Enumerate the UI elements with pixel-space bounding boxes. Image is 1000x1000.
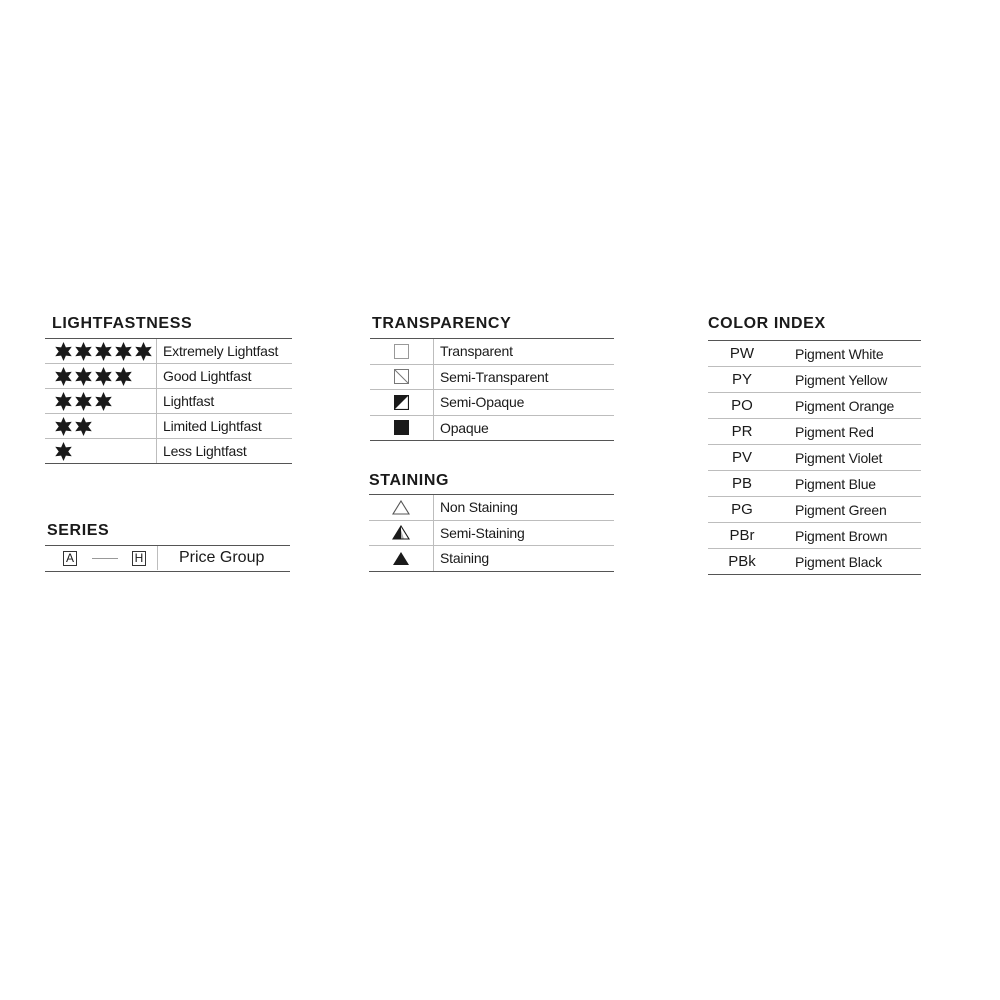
- lightfastness-heading: LIGHTFASTNESS: [52, 315, 193, 332]
- star-icon: [74, 367, 93, 386]
- pigment-name: Pigment Blue: [795, 475, 876, 492]
- lightfastness-table: [45, 339, 292, 465]
- empty-square-icon: [394, 344, 409, 359]
- stars-rating: [45, 389, 157, 413]
- transparency-label: Opaque: [440, 419, 489, 436]
- lightfastness-row: [45, 364, 292, 389]
- lightfastness-label: Good Lightfast: [163, 368, 252, 384]
- transparency-table: [370, 339, 614, 441]
- pigment-code: PY: [731, 371, 752, 388]
- transparency-symbol: [370, 416, 434, 441]
- star-icon: [114, 367, 133, 386]
- lightfastness-label: Limited Lightfast: [163, 418, 262, 434]
- half-filled-triangle-icon: [392, 525, 410, 540]
- pigment-name: Pigment Brown: [795, 527, 888, 544]
- series-range: [45, 546, 158, 570]
- transparency-row: [370, 390, 614, 416]
- pigment-name: Pigment Black: [795, 553, 882, 570]
- lightfastness-label: Less Lightfast: [163, 443, 247, 459]
- staining-symbol: [369, 495, 434, 520]
- color-index-row: [708, 393, 921, 419]
- lightfastness-label: Lightfast: [163, 393, 215, 409]
- color-index-row: [708, 341, 921, 367]
- color-index-row: [708, 367, 921, 393]
- color-index-row: [708, 523, 921, 549]
- star-icon: [114, 342, 133, 361]
- pigment-code: PG: [731, 501, 753, 518]
- transparency-symbol: [370, 339, 434, 364]
- filled-square-icon: [394, 420, 409, 435]
- staining-symbol: [369, 546, 434, 571]
- pigment-code: PBk: [728, 553, 756, 570]
- color-index-heading: COLOR INDEX: [708, 315, 826, 332]
- transparency-label: Semi-Opaque: [440, 394, 525, 411]
- star-icon: [94, 342, 113, 361]
- color-index-row: [708, 497, 921, 523]
- star-icon: [74, 417, 93, 436]
- transparency-label: Transparent: [440, 343, 513, 360]
- outline-triangle-icon: [392, 500, 410, 515]
- pigment-name: Pigment White: [795, 345, 884, 362]
- lightfastness-row: [45, 389, 292, 414]
- star-icon: [54, 417, 73, 436]
- series-heading: SERIES: [47, 522, 110, 539]
- staining-heading: STAINING: [369, 472, 450, 489]
- color-index-table: [708, 341, 921, 576]
- color-index-row: [708, 445, 921, 471]
- transparency-row: [370, 365, 614, 391]
- series-row: [45, 546, 290, 572]
- star-icon: [54, 342, 73, 361]
- pigment-name: Pigment Orange: [795, 397, 895, 414]
- series-to-badge: H: [132, 551, 146, 566]
- pigment-code: PBr: [729, 527, 755, 544]
- star-icon: [54, 442, 73, 461]
- color-index-row: [708, 419, 921, 445]
- color-index-row: [708, 549, 921, 575]
- series-from-badge: A: [63, 551, 77, 566]
- pigment-code: PW: [729, 345, 755, 362]
- pigment-name: Pigment Yellow: [795, 371, 888, 388]
- transparency-label: Semi-Transparent: [440, 368, 549, 385]
- transparency-row: [370, 339, 614, 365]
- staining-symbol: [369, 521, 434, 546]
- pigment-name: Pigment Green: [795, 501, 887, 518]
- pigment-name: Pigment Red: [795, 423, 874, 440]
- stars-rating: [45, 414, 157, 438]
- stars-rating: [45, 339, 157, 363]
- pigment-code: PV: [731, 449, 752, 466]
- star-icon: [54, 392, 73, 411]
- series-label: Price Group: [179, 549, 265, 566]
- lightfastness-label: Extremely Lightfast: [163, 343, 279, 359]
- transparency-symbol: [370, 365, 434, 390]
- transparency-symbol: [370, 390, 434, 415]
- lightfastness-row: [45, 414, 292, 439]
- half-filled-square-icon: [394, 395, 409, 410]
- stars-rating: [45, 364, 157, 388]
- star-icon: [74, 342, 93, 361]
- series-range-dash: [92, 558, 118, 559]
- star-icon: [134, 342, 153, 361]
- lightfastness-row: [45, 439, 292, 464]
- lightfastness-row: [45, 339, 292, 364]
- star-icon: [94, 367, 113, 386]
- pigment-code: PR: [731, 423, 753, 440]
- star-icon: [94, 392, 113, 411]
- staining-label: Staining: [440, 550, 489, 567]
- pigment-code: PB: [731, 475, 752, 492]
- transparency-row: [370, 416, 614, 442]
- slashed-square-icon: [394, 369, 409, 384]
- filled-triangle-icon: [392, 551, 410, 566]
- star-icon: [54, 367, 73, 386]
- staining-row: [369, 521, 614, 547]
- staining-label: Non Staining: [440, 499, 518, 516]
- staining-row: [369, 495, 614, 521]
- transparency-heading: TRANSPARENCY: [372, 315, 512, 332]
- star-icon: [74, 392, 93, 411]
- pigment-name: Pigment Violet: [795, 449, 883, 466]
- staining-table: [369, 495, 614, 572]
- stars-rating: [45, 439, 157, 463]
- color-index-row: [708, 471, 921, 497]
- staining-row: [369, 546, 614, 572]
- pigment-code: PO: [731, 397, 753, 414]
- staining-label: Semi-Staining: [440, 524, 525, 541]
